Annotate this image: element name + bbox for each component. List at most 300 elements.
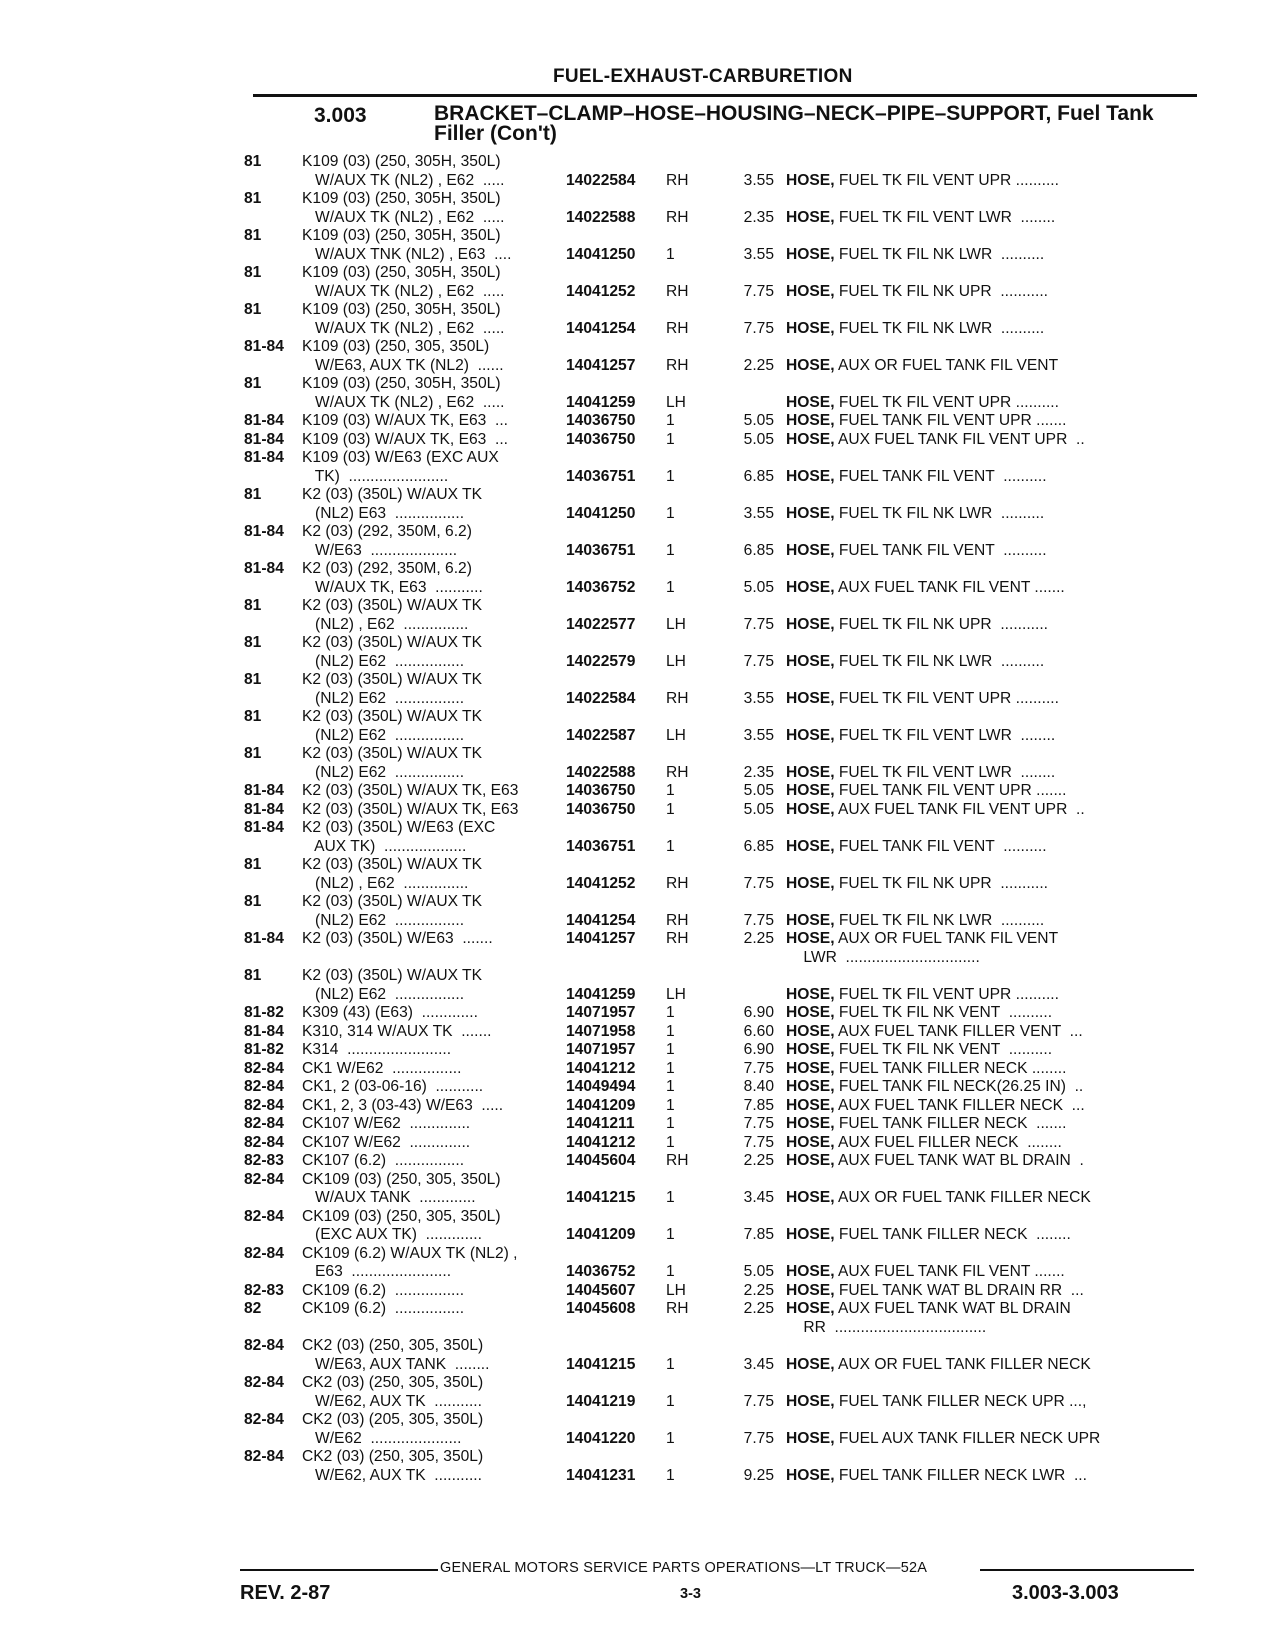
model-year bbox=[244, 246, 302, 265]
model-year: 81-84 bbox=[244, 412, 284, 429]
quantity bbox=[666, 190, 708, 209]
model-year bbox=[244, 1430, 302, 1449]
model-year: 81-84 bbox=[244, 930, 284, 947]
length bbox=[708, 1374, 786, 1393]
model-description: K2 (03) (350L) W/AUX TK bbox=[302, 486, 482, 503]
model-year: 81-84 bbox=[244, 430, 284, 448]
part-name: HOSE, AUX FUEL TANK FIL VENT ....... bbox=[786, 1263, 1065, 1280]
length: 2.35 bbox=[743, 208, 774, 226]
length: 7.75 bbox=[743, 319, 774, 337]
part-name bbox=[786, 967, 1204, 986]
model-year bbox=[244, 875, 302, 894]
part-name bbox=[786, 708, 1204, 727]
part-number: 14041212 bbox=[566, 1059, 636, 1077]
quantity: LH bbox=[666, 652, 686, 670]
table-row-continuation bbox=[244, 1393, 1204, 1412]
model-description: W/E62, AUX TK ........... bbox=[302, 1466, 482, 1484]
model-description: (NL2) E62 ................ bbox=[302, 726, 465, 744]
quantity: LH bbox=[666, 726, 686, 744]
length bbox=[708, 819, 786, 838]
model-year: 82-84 bbox=[244, 1096, 284, 1114]
length: 5.05 bbox=[743, 782, 774, 799]
part-name bbox=[786, 375, 1204, 394]
footer-text: GENERAL MOTORS SERVICE PARTS OPERATIONS—LT TRUCK—52A bbox=[440, 1560, 928, 1576]
model-year: 82-84 bbox=[244, 1244, 284, 1262]
model-description: K109 (03) (250, 305H, 350L) bbox=[302, 190, 501, 207]
quantity: 1 bbox=[666, 1004, 675, 1021]
quantity: RH bbox=[666, 763, 689, 781]
table-row bbox=[244, 375, 1204, 394]
length: 7.75 bbox=[743, 1392, 774, 1410]
model-description: E63 ....................... bbox=[302, 1263, 452, 1280]
length: 2.35 bbox=[743, 763, 774, 781]
table-row-continuation bbox=[244, 283, 1204, 302]
model-year: 81 bbox=[244, 597, 262, 614]
part-name: HOSE, AUX FUEL TANK FIL VENT UPR .. bbox=[786, 800, 1085, 818]
model-year bbox=[244, 468, 302, 487]
model-description: K2 (03) (350L) W/AUX TK, E63 bbox=[302, 782, 519, 799]
part-name: HOSE, FUEL TK FIL NK LWR .......... bbox=[786, 319, 1045, 337]
table-row-continuation bbox=[244, 172, 1204, 191]
model-description: CK1, 2, 3 (03-43) W/E63 ..... bbox=[302, 1096, 504, 1114]
model-year: 81 bbox=[244, 486, 262, 503]
part-name bbox=[786, 227, 1204, 246]
table-row-continuation bbox=[244, 1319, 1204, 1338]
part-name: HOSE, AUX FUEL TANK FIL VENT UPR .. bbox=[786, 430, 1085, 448]
length bbox=[708, 1448, 786, 1467]
quantity: 1 bbox=[666, 837, 675, 855]
part-number bbox=[566, 1374, 666, 1393]
length bbox=[708, 264, 786, 283]
quantity bbox=[666, 227, 708, 246]
part-name bbox=[786, 1448, 1204, 1467]
model-year: 81-84 bbox=[244, 338, 284, 355]
length: 7.75 bbox=[743, 615, 774, 633]
quantity: 1 bbox=[666, 1263, 675, 1280]
table-row bbox=[244, 1041, 1204, 1060]
part-name bbox=[786, 449, 1204, 468]
length: 3.55 bbox=[743, 504, 774, 522]
model-description: AUX TK) ................... bbox=[302, 837, 467, 855]
quantity: LH bbox=[666, 1281, 686, 1299]
part-number: 14041259 bbox=[566, 393, 636, 411]
quantity: 1 bbox=[666, 1429, 675, 1447]
length bbox=[708, 893, 786, 912]
length bbox=[708, 1319, 786, 1338]
part-name: HOSE, FUEL TANK FILLER NECK LWR ... bbox=[786, 1466, 1087, 1484]
length: 7.75 bbox=[743, 1059, 774, 1077]
length: 7.75 bbox=[743, 1133, 774, 1151]
table-row bbox=[244, 338, 1204, 357]
part-number: 14041219 bbox=[566, 1392, 636, 1410]
table-row bbox=[244, 782, 1204, 801]
length bbox=[708, 394, 786, 413]
table-row bbox=[244, 301, 1204, 320]
model-description: K109 (03) (250, 305H, 350L) bbox=[302, 264, 501, 281]
quantity: 1 bbox=[666, 1466, 675, 1484]
quantity bbox=[666, 1319, 708, 1338]
quantity: RH bbox=[666, 911, 689, 929]
model-year bbox=[244, 283, 302, 302]
table-row bbox=[244, 745, 1204, 764]
part-number bbox=[566, 301, 666, 320]
part-number bbox=[566, 449, 666, 468]
model-description: CK109 (6.2) ................ bbox=[302, 1300, 465, 1317]
model-year: 81-84 bbox=[244, 449, 284, 466]
model-description: K109 (03) (250, 305H, 350L) bbox=[302, 301, 501, 318]
quantity: RH bbox=[666, 171, 689, 189]
length: 3.55 bbox=[743, 171, 774, 189]
model-description: CK2 (03) (250, 305, 350L) bbox=[302, 1337, 484, 1354]
quantity bbox=[666, 375, 708, 394]
length bbox=[708, 153, 786, 172]
part-number bbox=[566, 560, 666, 579]
model-description: K2 (03) (350L) W/AUX TK bbox=[302, 634, 482, 651]
table-row bbox=[244, 856, 1204, 875]
table-row bbox=[244, 1060, 1204, 1079]
model-description: K309 (43) (E63) ............. bbox=[302, 1004, 478, 1021]
part-number bbox=[566, 856, 666, 875]
part-number: 14045608 bbox=[566, 1300, 636, 1317]
table-row-continuation bbox=[244, 875, 1204, 894]
table-row bbox=[244, 486, 1204, 505]
table-row bbox=[244, 1023, 1204, 1042]
model-year bbox=[244, 616, 302, 635]
model-year: 82-84 bbox=[244, 1115, 284, 1132]
table-row-continuation bbox=[244, 1356, 1204, 1375]
part-number: 14045604 bbox=[566, 1152, 636, 1169]
part-name bbox=[786, 301, 1204, 320]
part-number: 14036751 bbox=[566, 467, 636, 485]
part-name: HOSE, AUX FUEL TANK FILLER VENT ... bbox=[786, 1022, 1083, 1040]
length: 7.75 bbox=[743, 874, 774, 892]
model-year: 81 bbox=[244, 301, 262, 318]
length: 3.55 bbox=[743, 245, 774, 263]
part-name bbox=[786, 819, 1204, 838]
quantity bbox=[666, 523, 708, 542]
table-row bbox=[244, 893, 1204, 912]
length: 2.25 bbox=[743, 1281, 774, 1299]
table-row-continuation bbox=[244, 690, 1204, 709]
part-name bbox=[786, 856, 1204, 875]
part-number bbox=[566, 1245, 666, 1264]
model-description: CK109 (6.2) W/AUX TK (NL2) , bbox=[302, 1244, 518, 1262]
length: 6.90 bbox=[743, 1004, 774, 1021]
quantity: 1 bbox=[666, 1022, 675, 1040]
table-row bbox=[244, 153, 1204, 172]
part-name: HOSE, FUEL TK FIL NK UPR ........... bbox=[786, 874, 1048, 892]
part-number bbox=[566, 1171, 666, 1190]
quantity: 1 bbox=[666, 1189, 675, 1206]
model-description: K2 (03) (292, 350M, 6.2) bbox=[302, 560, 472, 577]
table-row-continuation bbox=[244, 1189, 1204, 1208]
part-number: 14045607 bbox=[566, 1281, 636, 1299]
quantity: 1 bbox=[666, 504, 675, 522]
model-year: 81 bbox=[244, 634, 262, 651]
part-number: 14036752 bbox=[566, 578, 636, 596]
model-year bbox=[244, 986, 302, 1005]
quantity bbox=[666, 1171, 708, 1190]
quantity: RH bbox=[666, 1300, 689, 1317]
part-name: HOSE, FUEL TK FIL NK LWR .......... bbox=[786, 652, 1045, 670]
model-year bbox=[244, 505, 302, 524]
model-year bbox=[244, 320, 302, 339]
model-year: 81 bbox=[244, 708, 262, 725]
part-number bbox=[566, 264, 666, 283]
quantity: LH bbox=[666, 615, 686, 633]
model-year: 81-84 bbox=[244, 560, 284, 577]
table-row-continuation bbox=[244, 505, 1204, 524]
length bbox=[708, 338, 786, 357]
length: 5.05 bbox=[743, 1263, 774, 1280]
table-row-continuation bbox=[244, 357, 1204, 376]
page-header bbox=[253, 64, 1197, 97]
table-row bbox=[244, 708, 1204, 727]
part-name: HOSE, FUEL TK FIL VENT LWR ........ bbox=[786, 763, 1056, 781]
table-row bbox=[244, 930, 1204, 949]
part-number bbox=[566, 227, 666, 246]
table-row-continuation bbox=[244, 912, 1204, 931]
part-number: 14041215 bbox=[566, 1189, 636, 1206]
length bbox=[708, 1171, 786, 1190]
part-name: HOSE, FUEL TANK FIL VENT UPR ....... bbox=[786, 412, 1067, 429]
quantity bbox=[666, 708, 708, 727]
part-number: 14041257 bbox=[566, 356, 636, 374]
part-number: 14071957 bbox=[566, 1041, 636, 1058]
table-row bbox=[244, 449, 1204, 468]
part-number: 14036752 bbox=[566, 1263, 636, 1280]
length: 2.25 bbox=[743, 930, 774, 947]
quantity: 1 bbox=[666, 800, 675, 818]
part-number: 14041209 bbox=[566, 1226, 636, 1243]
length bbox=[708, 708, 786, 727]
model-description: W/AUX TK (NL2) , E62 ..... bbox=[302, 319, 505, 337]
model-year bbox=[244, 1356, 302, 1375]
length bbox=[708, 560, 786, 579]
part-name: HOSE, FUEL TANK FIL VENT .......... bbox=[786, 467, 1047, 485]
quantity: RH bbox=[666, 319, 689, 337]
quantity bbox=[666, 819, 708, 838]
part-name bbox=[786, 560, 1204, 579]
table-row bbox=[244, 190, 1204, 209]
quantity: RH bbox=[666, 356, 689, 374]
part-name bbox=[786, 1245, 1204, 1264]
model-year: 81-82 bbox=[244, 1004, 284, 1021]
length: 6.85 bbox=[743, 467, 774, 485]
part-name: HOSE, FUEL TK FIL NK LWR .......... bbox=[786, 245, 1045, 263]
part-number: 14036750 bbox=[566, 782, 636, 799]
table-row bbox=[244, 597, 1204, 616]
quantity bbox=[666, 967, 708, 986]
section-title: BRACKET–CLAMP–HOSE–HOUSING–NECK–PIPE–SUPPORT, Fuel Tank Filler (Con't) bbox=[434, 102, 1154, 145]
parts-table bbox=[244, 153, 1204, 1485]
model-description: W/AUX TK, E63 ........... bbox=[302, 578, 483, 596]
model-year: 81-84 bbox=[244, 819, 284, 836]
model-year: 82-84 bbox=[244, 1207, 284, 1225]
part-number: 14041252 bbox=[566, 282, 636, 300]
part-number bbox=[566, 634, 666, 653]
part-number bbox=[566, 819, 666, 838]
part-number bbox=[566, 1448, 666, 1467]
part-name: HOSE, FUEL TK FIL VENT UPR .......... bbox=[786, 393, 1059, 411]
quantity: 1 bbox=[666, 541, 675, 559]
part-name: RR ................................... bbox=[786, 1318, 987, 1336]
part-number: 14041231 bbox=[566, 1466, 636, 1484]
part-number bbox=[566, 967, 666, 986]
section-range: 3.003-3.003 bbox=[1012, 1582, 1119, 1604]
model-year bbox=[244, 690, 302, 709]
model-year: 81-84 bbox=[244, 800, 284, 818]
length: 5.05 bbox=[743, 578, 774, 596]
length bbox=[708, 597, 786, 616]
model-description: W/E63 .................... bbox=[302, 541, 458, 559]
part-name: HOSE, AUX FUEL TANK FIL VENT ....... bbox=[786, 578, 1065, 596]
part-number: 14041215 bbox=[566, 1355, 636, 1373]
model-description: K2 (03) (350L) W/AUX TK bbox=[302, 745, 482, 762]
model-description: K109 (03) (250, 305H, 350L) bbox=[302, 227, 501, 244]
quantity bbox=[666, 264, 708, 283]
model-description: K2 (03) (350L) W/AUX TK bbox=[302, 856, 482, 873]
model-year: 81 bbox=[244, 967, 262, 984]
model-description: CK107 W/E62 .............. bbox=[302, 1133, 471, 1151]
part-name bbox=[786, 671, 1204, 690]
model-description: CK109 (03) (250, 305, 350L) bbox=[302, 1207, 501, 1225]
length bbox=[708, 745, 786, 764]
quantity: RH bbox=[666, 930, 689, 947]
quantity bbox=[666, 856, 708, 875]
quantity bbox=[666, 634, 708, 653]
length bbox=[708, 986, 786, 1005]
model-description: CK107 W/E62 .............. bbox=[302, 1115, 471, 1132]
model-year bbox=[244, 727, 302, 746]
part-number bbox=[566, 949, 666, 968]
model-year: 82-83 bbox=[244, 1152, 284, 1169]
length: 7.75 bbox=[743, 1115, 774, 1132]
part-number bbox=[566, 597, 666, 616]
model-description: K2 (03) (350L) W/E63 (EXC bbox=[302, 819, 496, 836]
quantity bbox=[666, 1208, 708, 1227]
length: 7.85 bbox=[743, 1096, 774, 1114]
part-number: 14022588 bbox=[566, 208, 636, 226]
part-number bbox=[566, 1337, 666, 1356]
model-year bbox=[244, 1319, 302, 1338]
length bbox=[708, 1337, 786, 1356]
model-year bbox=[244, 394, 302, 413]
table-row bbox=[244, 1004, 1204, 1023]
part-number bbox=[566, 486, 666, 505]
model-year bbox=[244, 1467, 302, 1486]
quantity bbox=[666, 338, 708, 357]
quantity: 1 bbox=[666, 782, 675, 799]
model-year bbox=[244, 357, 302, 376]
quantity: 1 bbox=[666, 1226, 675, 1243]
model-year: 81 bbox=[244, 264, 262, 281]
table-row bbox=[244, 1300, 1204, 1319]
part-name: HOSE, FUEL TANK FILLER NECK ........ bbox=[786, 1226, 1071, 1243]
quantity: RH bbox=[666, 874, 689, 892]
model-year: 82-84 bbox=[244, 1448, 284, 1465]
table-row bbox=[244, 1171, 1204, 1190]
model-description: K109 (03) (250, 305, 350L) bbox=[302, 338, 490, 355]
quantity: 1 bbox=[666, 1392, 675, 1410]
table-row bbox=[244, 801, 1204, 820]
quantity bbox=[666, 560, 708, 579]
part-number: 14041250 bbox=[566, 245, 636, 263]
table-row-continuation bbox=[244, 320, 1204, 339]
model-description: (NL2) E62 ................ bbox=[302, 985, 465, 1003]
model-description: (NL2) E62 ................ bbox=[302, 652, 465, 670]
part-name: HOSE, AUX OR FUEL TANK FILLER NECK bbox=[786, 1189, 1091, 1206]
part-number bbox=[566, 1411, 666, 1430]
part-name bbox=[786, 264, 1204, 283]
part-name: HOSE, FUEL TANK FILLER NECK UPR ..., bbox=[786, 1392, 1087, 1410]
quantity bbox=[666, 449, 708, 468]
part-number: 14036750 bbox=[566, 800, 636, 818]
model-year: 82-84 bbox=[244, 1059, 284, 1077]
length: 7.75 bbox=[743, 652, 774, 670]
model-description: K109 (03) W/E63 (EXC AUX bbox=[302, 449, 499, 466]
quantity: 1 bbox=[666, 578, 675, 596]
table-row-continuation bbox=[244, 653, 1204, 672]
quantity bbox=[666, 1337, 708, 1356]
table-row bbox=[244, 227, 1204, 246]
table-row-continuation bbox=[244, 209, 1204, 228]
table-row-continuation bbox=[244, 394, 1204, 413]
part-name bbox=[786, 153, 1204, 172]
quantity bbox=[666, 153, 708, 172]
part-number: 14036751 bbox=[566, 541, 636, 559]
table-row bbox=[244, 431, 1204, 450]
table-row bbox=[244, 819, 1204, 838]
length bbox=[708, 856, 786, 875]
part-number: 14049494 bbox=[566, 1078, 636, 1095]
table-row bbox=[244, 634, 1204, 653]
table-row-continuation bbox=[244, 468, 1204, 487]
model-description: CK2 (03) (205, 305, 350L) bbox=[302, 1411, 484, 1428]
part-number: 14036750 bbox=[566, 412, 636, 429]
model-description: W/AUX TK (NL2) , E62 ..... bbox=[302, 282, 505, 300]
table-row bbox=[244, 412, 1204, 431]
model-year: 81 bbox=[244, 153, 262, 170]
table-row bbox=[244, 1374, 1204, 1393]
model-year bbox=[244, 1226, 302, 1245]
part-name: HOSE, FUEL TK FIL NK VENT .......... bbox=[786, 1004, 1053, 1021]
part-number: 14071957 bbox=[566, 1004, 636, 1021]
table-row-continuation bbox=[244, 986, 1204, 1005]
model-description: W/E63, AUX TANK ........ bbox=[302, 1355, 490, 1373]
model-description: K2 (03) (350L) W/AUX TK bbox=[302, 597, 482, 614]
part-name: LWR ............................... bbox=[786, 948, 980, 966]
table-row-continuation bbox=[244, 949, 1204, 968]
model-description: K109 (03) (250, 305H, 350L) bbox=[302, 375, 501, 392]
table-row-continuation bbox=[244, 727, 1204, 746]
table-row bbox=[244, 1337, 1204, 1356]
model-description: W/E62, AUX TK ........... bbox=[302, 1392, 482, 1410]
model-description: W/AUX TK (NL2) , E62 ..... bbox=[302, 208, 505, 226]
part-number bbox=[566, 338, 666, 357]
part-number: 14022587 bbox=[566, 726, 636, 744]
part-number: 14041209 bbox=[566, 1096, 636, 1114]
model-year: 81 bbox=[244, 190, 262, 207]
table-row bbox=[244, 1411, 1204, 1430]
length: 9.25 bbox=[743, 1466, 774, 1484]
model-description: W/AUX TNK (NL2) , E63 .... bbox=[302, 245, 512, 263]
part-name: HOSE, FUEL TK FIL NK LWR .......... bbox=[786, 911, 1045, 929]
length bbox=[708, 949, 786, 968]
part-name: HOSE, FUEL TANK WAT BL DRAIN RR ... bbox=[786, 1281, 1084, 1299]
length: 3.45 bbox=[743, 1355, 774, 1373]
length bbox=[708, 1411, 786, 1430]
